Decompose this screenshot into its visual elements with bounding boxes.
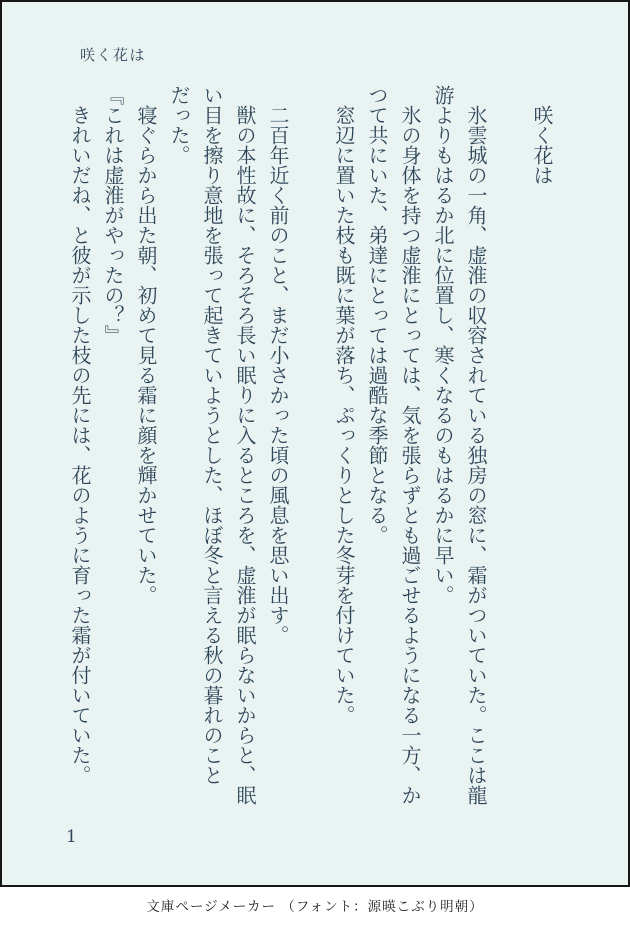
text-line: だった。 [167, 85, 191, 165]
text-line: 咲く花は [530, 105, 554, 185]
text-line: 二百年近く前のこと、まだ小さかった頃の風息を思い出す。 [266, 105, 290, 645]
text-line: きれいだね、と彼が示した枝の先には、花のように育った霜が付いていた。 [68, 105, 92, 785]
footer-credit: 文庫ページメーカー （フォント：源暎こぶり明朝） [146, 899, 484, 915]
vertical-text-body [63, 85, 558, 819]
text-line: 氷の身体を持つ虚淮にとっては、気を張らずとも過ごせるようになる一方、か [398, 105, 422, 805]
text-line: 游よりもはるか北に位置し、寒くなるのもはるかに早い。 [431, 85, 455, 605]
running-header-title: 咲く花は [80, 46, 147, 64]
text-line: 窓辺に置いた枝も既に葉が落ち、ぷっくりとした冬芽を付けていた。 [332, 105, 356, 725]
text-line: 寝ぐらから出た朝、初めて見る霜に顔を輝かせていた。 [134, 105, 158, 605]
text-line: つて共にいた、弟達にとっては過酷な季節となる。 [365, 85, 389, 545]
text-line: 氷雲城の一角、虚淮の収容されている独房の窓に、霜がついていた。ここは龍 [464, 105, 488, 805]
text-line: 獣の本性故に、そろそろ長い眠りに入るところを、虚淮が眠らないからと、眠 [233, 105, 257, 805]
blank-line [492, 85, 525, 819]
blank-line [294, 85, 327, 819]
page-number: 1 [66, 827, 77, 847]
text-line: い目を擦り意地を張って起きていようとした、ほぼ冬と言える秋の暮れのこと [200, 85, 224, 785]
text-line: 『これは虚淮がやったの？』 [101, 85, 125, 345]
